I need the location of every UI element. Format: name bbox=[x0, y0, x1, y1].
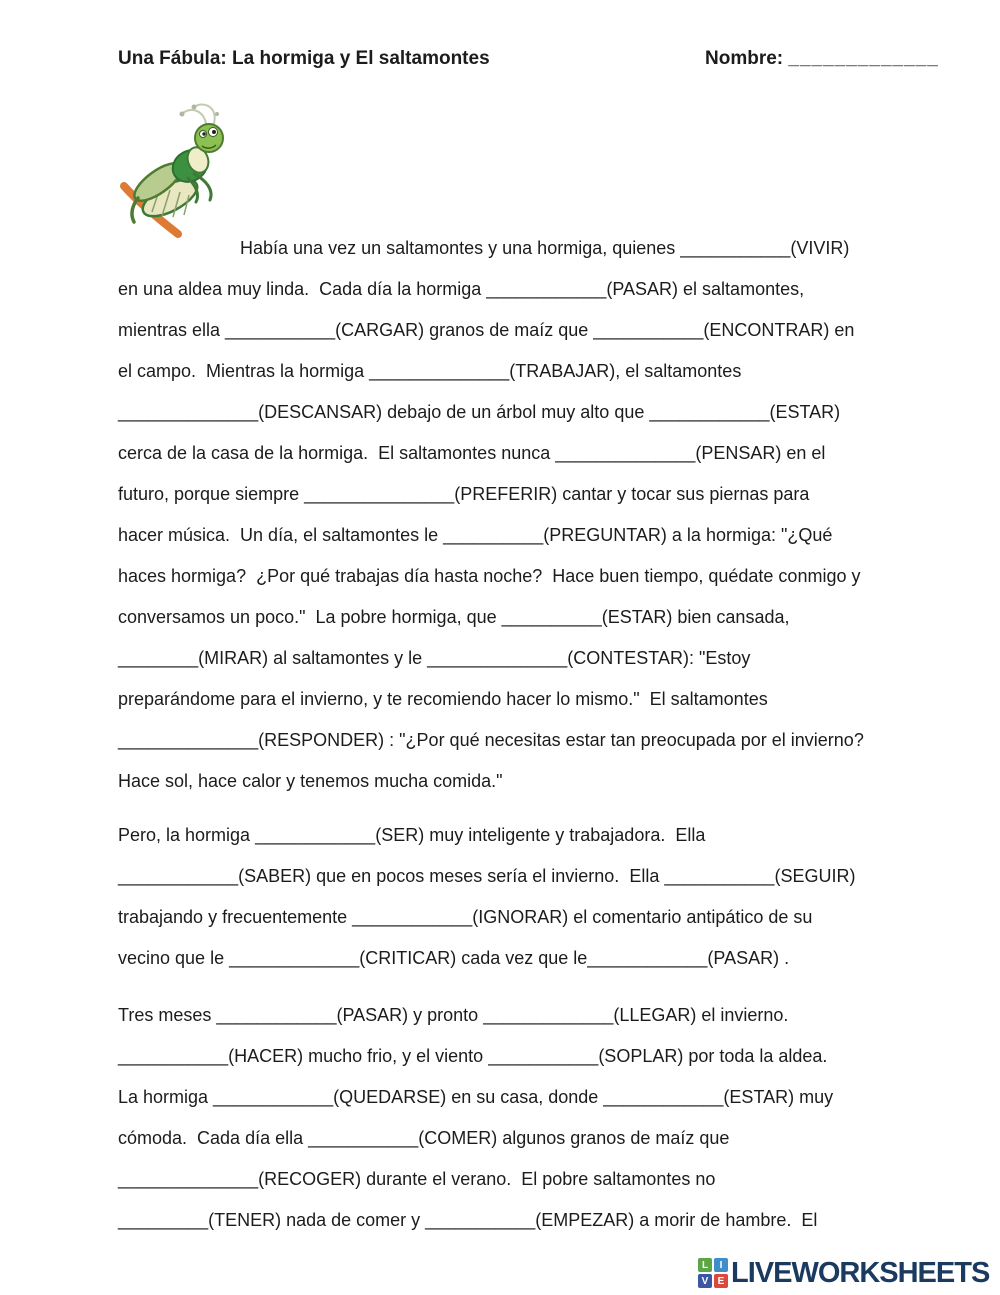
story-line: preparándome para el invierno, y te recomiendo hacer lo mismo." El saltamontes bbox=[118, 689, 768, 709]
story-line: vecino que le _____________(CRITICAR) cada vez que le____________(PASAR) . bbox=[118, 948, 790, 968]
story-line: _________(TENER) nada de comer y ___________(EMPEZAR) a morir de hambre. El bbox=[118, 1210, 818, 1230]
logo-tile-v: V bbox=[698, 1274, 712, 1288]
liveworksheets-wordmark: LIVEWORKSHEETS bbox=[731, 1256, 990, 1289]
story-paragraph-1 bbox=[118, 228, 950, 802]
liveworksheets-logo[interactable] bbox=[698, 1252, 989, 1294]
story-line: cómoda. Cada día ella ___________(COMER) algunos granos de maíz que bbox=[118, 1128, 730, 1148]
story-line: hacer música. Un día, el saltamontes le __________(PREGUNTAR) a la hormiga: "¿Qué bbox=[118, 525, 833, 545]
logo-tile-e: E bbox=[714, 1274, 728, 1288]
worksheet-title: Una Fábula: La hormiga y El saltamontes bbox=[118, 48, 490, 69]
story-paragraph-3 bbox=[118, 995, 950, 1241]
story-line: ________(MIRAR) al saltamontes y le ______________(CONTESTAR): "Estoy bbox=[118, 648, 751, 668]
story-line: ______________(RESPONDER) : "¿Por qué necesitas estar tan preocupada por el invierno? bbox=[118, 730, 864, 750]
name-field bbox=[705, 48, 939, 70]
story-line: ___________(HACER) mucho frio, y el viento ___________(SOPLAR) por toda la aldea. bbox=[118, 1046, 828, 1066]
story-line: conversamos un poco." La pobre hormiga, que __________(ESTAR) bien cansada, bbox=[118, 607, 790, 627]
story-line: haces hormiga? ¿Por qué trabajas día hasta noche? Hace buen tiempo, quédate conmigo y bbox=[118, 566, 861, 586]
story-line: trabajando y frecuentemente ____________(IGNORAR) el comentario antipático de su bbox=[118, 907, 813, 927]
logo-tile-i: I bbox=[714, 1258, 728, 1272]
story-line: Hace sol, hace calor y tenemos mucha comida." bbox=[118, 771, 503, 791]
story-paragraph-2 bbox=[118, 815, 950, 979]
logo-tile-l: L bbox=[698, 1258, 712, 1272]
story-line: Había una vez un saltamontes y una hormiga, quienes ___________(VIVIR) bbox=[240, 238, 850, 258]
name-blank-line[interactable]: _____________ bbox=[788, 48, 939, 69]
grasshopper-illustration bbox=[118, 100, 238, 240]
name-label: Nombre: bbox=[705, 48, 789, 69]
story-line: ______________(DESCANSAR) debajo de un árbol muy alto que ____________(ESTAR) bbox=[118, 402, 841, 422]
story-line: La hormiga ____________(QUEDARSE) en su casa, donde ____________(ESTAR) muy bbox=[118, 1087, 834, 1107]
story-line: Pero, la hormiga ____________(SER) muy inteligente y trabajadora. Ella bbox=[118, 825, 706, 845]
story-line: el campo. Mientras la hormiga ______________(TRABAJAR), el saltamontes bbox=[118, 361, 742, 381]
story-line: cerca de la casa de la hormiga. El saltamontes nunca ______________(PENSAR) en el bbox=[118, 443, 826, 463]
story-line: mientras ella ___________(CARGAR) granos de maíz que ___________(ENCONTRAR) en bbox=[118, 320, 855, 340]
liveworksheets-tiles-icon bbox=[698, 1258, 728, 1288]
story-line: en una aldea muy linda. Cada día la hormiga ____________(PASAR) el saltamontes, bbox=[118, 279, 805, 299]
story-line: futuro, porque siempre _______________(PREFERIR) cantar y tocar sus piernas para bbox=[118, 484, 810, 504]
story-line: Tres meses ____________(PASAR) y pronto _____________(LLEGAR) el invierno. bbox=[118, 1005, 789, 1025]
story-line: ______________(RECOGER) durante el verano. El pobre saltamontes no bbox=[118, 1169, 716, 1189]
story-line: ____________(SABER) que en pocos meses sería el invierno. Ella ___________(SEGUIR) bbox=[118, 866, 856, 886]
grasshopper-icon bbox=[118, 100, 238, 240]
